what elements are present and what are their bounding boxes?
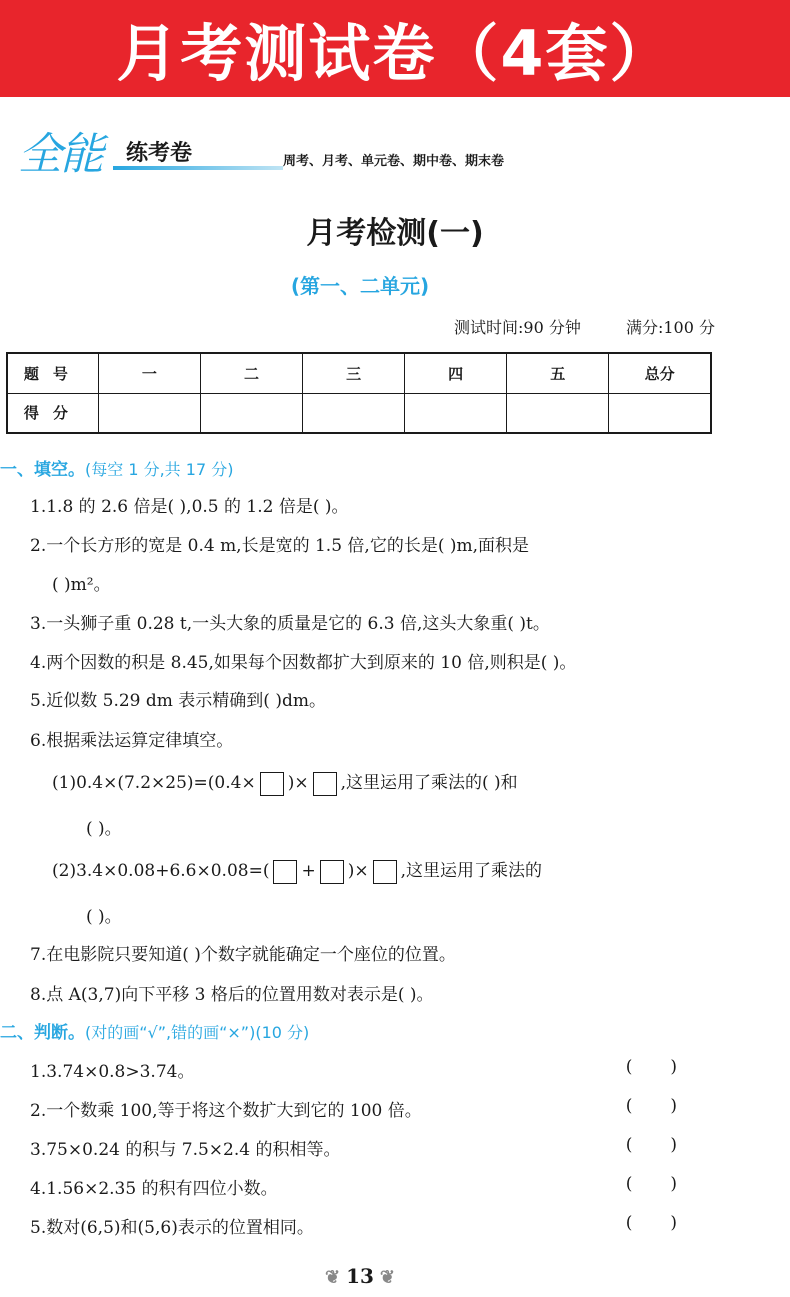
score-cell-empty[interactable] (98, 393, 200, 433)
question-2: 2.一个长方形的宽是 0.4 m,长是宽的 1.5 倍,它的长是( )m,面积是 (30, 536, 530, 556)
score-cell-header: 四 (405, 353, 507, 393)
answer-box[interactable] (260, 772, 284, 796)
question-1: 1.1.8 的 2.6 倍是( ),0.5 的 1.2 倍是( )。 (30, 497, 349, 517)
top-banner (0, 0, 790, 97)
logo-underline (113, 166, 283, 170)
score-cell-empty[interactable] (303, 393, 405, 433)
section-2-title: 二、判断。 (0, 1023, 85, 1043)
brand-logo (18, 118, 778, 178)
answer-paren[interactable]: () (625, 1213, 715, 1233)
score-table-header-row (7, 353, 711, 393)
q6-2-part-b: + (301, 861, 316, 881)
question-8: 8.点 A(3,7)向下平移 3 格后的位置用数对表示是( )。 (30, 985, 434, 1005)
answer-paren[interactable]: () (625, 1096, 715, 1116)
score-cell-header: 三 (303, 353, 405, 393)
logo-sub-text: 练考卷 (126, 141, 193, 166)
q6-2-part-a: (2)3.4×0.08+6.6×0.08=( (52, 861, 270, 881)
leaf-ornament-icon: ❦ (379, 1267, 396, 1288)
q6-1-part-c: ,这里运用了乘法的( )和 (340, 773, 518, 793)
score-cell-empty[interactable] (200, 393, 302, 433)
question-6-1-cont: ( )。 (86, 819, 122, 839)
judge-item: 4.1.56×2.35 的积有四位小数。 (30, 1179, 278, 1199)
score-table-score-row (7, 393, 711, 433)
q6-2-part-c: )× (347, 861, 369, 881)
page-number (0, 1264, 720, 1288)
logo-main-text: 全能 (18, 129, 102, 180)
logo-tags: 周考、月考、单元卷、期中卷、期末卷 (283, 154, 505, 169)
score-cell-empty[interactable] (405, 393, 507, 433)
answer-box[interactable] (320, 860, 344, 884)
question-7: 7.在电影院只要知道( )个数字就能确定一个座位的位置。 (30, 945, 456, 965)
score-cell-header: 一 (98, 353, 200, 393)
answer-box[interactable] (373, 860, 397, 884)
section-1-note: (每空 1 分,共 17 分) (85, 460, 234, 479)
score-cell-header: 五 (507, 353, 609, 393)
judge-item: 3.75×0.24 的积与 7.5×2.4 的积相等。 (30, 1140, 341, 1160)
answer-box[interactable] (273, 860, 297, 884)
score-cell-label: 题号 (7, 353, 98, 393)
leaf-ornament-icon: ❦ (324, 1267, 341, 1288)
page-title: 月考检测(一) (306, 216, 484, 251)
question-5: 5.近似数 5.29 dm 表示精确到( )dm。 (30, 691, 326, 711)
section-1-title: 一、填空。 (0, 460, 85, 480)
question-6-2-cont: ( )。 (86, 907, 122, 927)
question-6-2 (52, 856, 542, 884)
score-cell-empty[interactable] (507, 393, 609, 433)
question-3: 3.一头狮子重 0.28 t,一头大象的质量是它的 6.3 倍,这头大象重( )t。 (30, 614, 550, 634)
q6-2-part-d: ,这里运用了乘法的 (400, 861, 543, 881)
banner-title: 月考测试卷（4套） (116, 17, 674, 90)
question-2-cont: ( )m²。 (52, 575, 111, 595)
score-cell-header: 二 (200, 353, 302, 393)
question-4: 4.两个因数的积是 8.45,如果每个因数都扩大到原来的 10 倍,则积是( )。 (30, 653, 577, 673)
score-cell-header: 总分 (609, 353, 711, 393)
section-2-heading (0, 1018, 309, 1043)
judge-item: 2.一个数乘 100,等于将这个数扩大到它的 100 倍。 (30, 1101, 422, 1121)
page-subtitle: (第一、二单元) (290, 274, 430, 298)
judge-item: 1.3.74×0.8>3.74。 (30, 1062, 195, 1082)
answer-paren[interactable]: () (625, 1135, 715, 1155)
exam-time: 测试时间:90 分钟 (454, 318, 581, 337)
judge-item: 5.数对(6,5)和(5,6)表示的位置相同。 (30, 1218, 314, 1238)
section-1-heading (0, 455, 233, 480)
score-cell-label: 得分 (7, 393, 98, 433)
score-cell-empty[interactable] (609, 393, 711, 433)
page-number-text: 13 (346, 1264, 374, 1288)
question-6: 6.根据乘法运算定律填空。 (30, 731, 234, 751)
answer-paren[interactable]: () (625, 1174, 715, 1194)
exam-full-score: 满分:100 分 (625, 318, 715, 337)
section-2-note: (对的画“√”,错的画“×”)(10 分) (85, 1023, 310, 1042)
exam-meta (454, 315, 715, 338)
question-6-1 (52, 768, 518, 796)
q6-1-part-b: )× (287, 773, 309, 793)
answer-box[interactable] (313, 772, 337, 796)
answer-paren[interactable]: () (625, 1057, 715, 1077)
q6-1-part-a: (1)0.4×(7.2×25)=(0.4× (52, 773, 256, 793)
score-table (6, 352, 712, 434)
